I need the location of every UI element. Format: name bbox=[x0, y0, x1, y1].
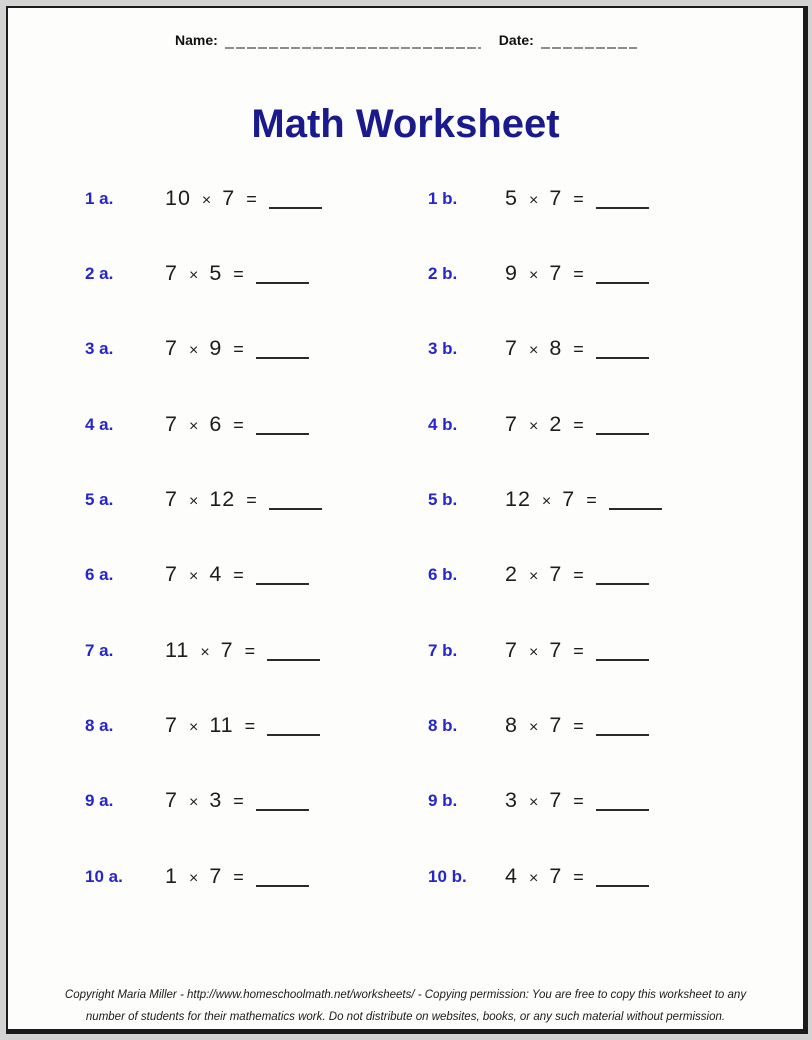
answer-blank bbox=[267, 720, 320, 736]
equals-sign: = bbox=[246, 189, 257, 209]
problem-expression bbox=[505, 487, 662, 512]
problem-row-1 bbox=[8, 186, 803, 216]
factor-1: 7 bbox=[165, 788, 178, 812]
times-sign: × bbox=[528, 342, 539, 359]
equals-sign: = bbox=[573, 867, 584, 887]
header bbox=[175, 32, 637, 50]
equals-sign: = bbox=[244, 716, 256, 736]
problem-label: 6 b. bbox=[428, 565, 458, 584]
problem-row-5 bbox=[8, 487, 803, 517]
problem-row-4 bbox=[8, 412, 803, 442]
factor-2: 12 bbox=[209, 487, 236, 511]
factor-2: 4 bbox=[209, 562, 223, 586]
equals-sign: = bbox=[246, 490, 257, 510]
times-sign: × bbox=[528, 267, 539, 284]
factor-2: 7 bbox=[209, 864, 223, 888]
problem-expression bbox=[505, 186, 649, 211]
factor-2: 7 bbox=[562, 487, 576, 511]
problem-row-7 bbox=[8, 638, 803, 668]
copyright-footer bbox=[8, 984, 803, 1028]
factor-1: 11 bbox=[165, 638, 190, 662]
name-blank-line bbox=[225, 36, 481, 49]
problem-expression bbox=[165, 261, 309, 286]
problem-label: 4 a. bbox=[85, 415, 114, 434]
problem-expression bbox=[165, 788, 309, 813]
factor-2: 7 bbox=[549, 788, 563, 812]
times-sign: × bbox=[188, 870, 199, 887]
equals-sign: = bbox=[586, 490, 597, 510]
problem-expression bbox=[505, 562, 649, 587]
answer-blank bbox=[596, 193, 649, 209]
problem-label: 9 a. bbox=[85, 791, 114, 810]
answer-blank bbox=[609, 494, 662, 510]
problem-label: 8 a. bbox=[85, 716, 114, 735]
problem-expression bbox=[165, 186, 322, 211]
factor-1: 7 bbox=[165, 487, 178, 511]
answer-blank bbox=[596, 343, 649, 359]
problem-label: 1 b. bbox=[428, 189, 458, 208]
problem-expression bbox=[165, 562, 309, 587]
problem-label: 4 b. bbox=[428, 415, 458, 434]
problem-label: 2 a. bbox=[85, 264, 114, 283]
equals-sign: = bbox=[233, 264, 244, 284]
factor-2: 5 bbox=[209, 261, 223, 285]
problem-expression bbox=[165, 864, 309, 889]
factor-2: 7 bbox=[549, 562, 563, 586]
equals-sign: = bbox=[573, 565, 584, 585]
factor-2: 6 bbox=[209, 412, 223, 436]
name-label: Name: bbox=[175, 32, 218, 48]
factor-2: 7 bbox=[549, 186, 563, 210]
answer-blank bbox=[596, 419, 649, 435]
answer-blank bbox=[596, 645, 649, 661]
problem-expression bbox=[165, 336, 309, 361]
times-sign: × bbox=[188, 342, 199, 359]
factor-2: 7 bbox=[222, 186, 236, 210]
factor-2: 9 bbox=[209, 336, 223, 360]
times-sign: × bbox=[188, 493, 199, 510]
times-sign: × bbox=[528, 870, 539, 887]
times-sign: × bbox=[528, 568, 539, 585]
factor-1: 10 bbox=[165, 186, 191, 210]
factor-1: 7 bbox=[165, 412, 178, 436]
factor-2: 7 bbox=[549, 713, 563, 737]
problem-expression bbox=[505, 336, 649, 361]
times-sign: × bbox=[188, 568, 199, 585]
page-title: Math Worksheet bbox=[251, 102, 560, 146]
factor-1: 3 bbox=[505, 788, 518, 812]
problem-label: 7 a. bbox=[85, 641, 114, 660]
factor-2: 2 bbox=[549, 412, 563, 436]
factor-2: 7 bbox=[549, 638, 563, 662]
times-sign: × bbox=[528, 644, 539, 661]
factor-1: 7 bbox=[505, 638, 518, 662]
date-blank-line bbox=[541, 36, 637, 49]
answer-blank bbox=[269, 193, 322, 209]
equals-sign: = bbox=[573, 189, 584, 209]
times-sign: × bbox=[541, 493, 552, 510]
problem-row-8 bbox=[8, 713, 803, 743]
problem-label: 3 b. bbox=[428, 339, 458, 358]
problem-expression bbox=[165, 638, 320, 663]
answer-blank bbox=[256, 268, 309, 284]
times-sign: × bbox=[188, 418, 199, 435]
worksheet-page bbox=[6, 6, 808, 1034]
problem-expression bbox=[505, 638, 649, 663]
date-label: Date: bbox=[498, 32, 534, 48]
factor-1: 5 bbox=[505, 186, 518, 210]
equals-sign: = bbox=[233, 791, 244, 811]
equals-sign: = bbox=[233, 415, 244, 435]
factor-1: 2 bbox=[505, 562, 518, 586]
equals-sign: = bbox=[573, 264, 584, 284]
copyright-line-1: Copyright Maria Miller - http://www.homeschoolmath.net/worksheets/ - Copying permission: You are free to copy this worksheet to any bbox=[64, 989, 747, 1001]
equals-sign: = bbox=[244, 641, 256, 661]
problem-expression bbox=[505, 788, 649, 813]
factor-2: 11 bbox=[209, 713, 234, 737]
factor-1: 7 bbox=[165, 562, 178, 586]
times-sign: × bbox=[528, 794, 539, 811]
times-sign: × bbox=[188, 267, 199, 284]
factor-1: 7 bbox=[165, 713, 178, 737]
problem-row-6 bbox=[8, 562, 803, 592]
factor-2: 7 bbox=[220, 638, 234, 662]
factor-2: 7 bbox=[549, 261, 563, 285]
problem-row-10 bbox=[8, 864, 803, 894]
equals-sign: = bbox=[573, 791, 584, 811]
factor-2: 7 bbox=[549, 864, 563, 888]
factor-2: 8 bbox=[549, 336, 563, 360]
problem-label: 9 b. bbox=[428, 791, 458, 810]
factor-2: 3 bbox=[209, 788, 223, 812]
answer-blank bbox=[596, 569, 649, 585]
factor-1: 1 bbox=[165, 864, 178, 888]
problem-expression bbox=[505, 713, 649, 738]
problem-expression bbox=[165, 487, 322, 512]
times-sign: × bbox=[200, 644, 210, 661]
problem-row-9 bbox=[8, 788, 803, 818]
factor-1: 4 bbox=[505, 864, 518, 888]
problem-label: 5 a. bbox=[85, 490, 114, 509]
answer-blank bbox=[256, 871, 309, 887]
problem-expression bbox=[165, 713, 320, 738]
problem-label: 8 b. bbox=[428, 716, 458, 735]
answer-blank bbox=[256, 419, 309, 435]
answer-blank bbox=[267, 645, 320, 661]
factor-1: 7 bbox=[165, 261, 178, 285]
problem-label: 7 b. bbox=[428, 641, 458, 660]
times-sign: × bbox=[201, 192, 212, 209]
answer-blank bbox=[596, 720, 649, 736]
times-sign: × bbox=[188, 794, 199, 811]
answer-blank bbox=[269, 494, 322, 510]
problem-label: 3 a. bbox=[85, 339, 114, 358]
problem-label: 10 a. bbox=[85, 867, 123, 886]
answer-blank bbox=[596, 795, 649, 811]
equals-sign: = bbox=[573, 415, 584, 435]
answer-blank bbox=[256, 795, 309, 811]
problem-label: 5 b. bbox=[428, 490, 458, 509]
equals-sign: = bbox=[233, 565, 244, 585]
copyright-line-2: number of students for their mathematics work. Do not distribute on websites, books, or any such material without permission. bbox=[85, 1011, 726, 1023]
problem-label: 2 b. bbox=[428, 264, 458, 283]
problem-label: 10 b. bbox=[428, 867, 467, 886]
problem-label: 1 a. bbox=[85, 189, 114, 208]
factor-1: 7 bbox=[505, 412, 518, 436]
equals-sign: = bbox=[573, 339, 584, 359]
times-sign: × bbox=[528, 418, 539, 435]
times-sign: × bbox=[188, 719, 199, 736]
answer-blank bbox=[596, 268, 649, 284]
problem-expression bbox=[505, 864, 649, 889]
problem-expression bbox=[505, 261, 649, 286]
factor-1: 7 bbox=[505, 336, 518, 360]
problem-expression bbox=[165, 412, 309, 437]
factor-1: 8 bbox=[505, 713, 518, 737]
times-sign: × bbox=[528, 192, 539, 209]
equals-sign: = bbox=[233, 339, 244, 359]
factor-1: 9 bbox=[505, 261, 518, 285]
answer-blank bbox=[256, 343, 309, 359]
problem-expression bbox=[505, 412, 649, 437]
factor-1: 7 bbox=[165, 336, 178, 360]
problem-row-3 bbox=[8, 336, 803, 366]
answer-blank bbox=[596, 871, 649, 887]
equals-sign: = bbox=[233, 867, 244, 887]
factor-1: 12 bbox=[505, 487, 531, 511]
equals-sign: = bbox=[573, 716, 584, 736]
equals-sign: = bbox=[573, 641, 584, 661]
answer-blank bbox=[256, 569, 309, 585]
times-sign: × bbox=[528, 719, 539, 736]
problem-row-2 bbox=[8, 261, 803, 291]
problem-label: 6 a. bbox=[85, 565, 114, 584]
